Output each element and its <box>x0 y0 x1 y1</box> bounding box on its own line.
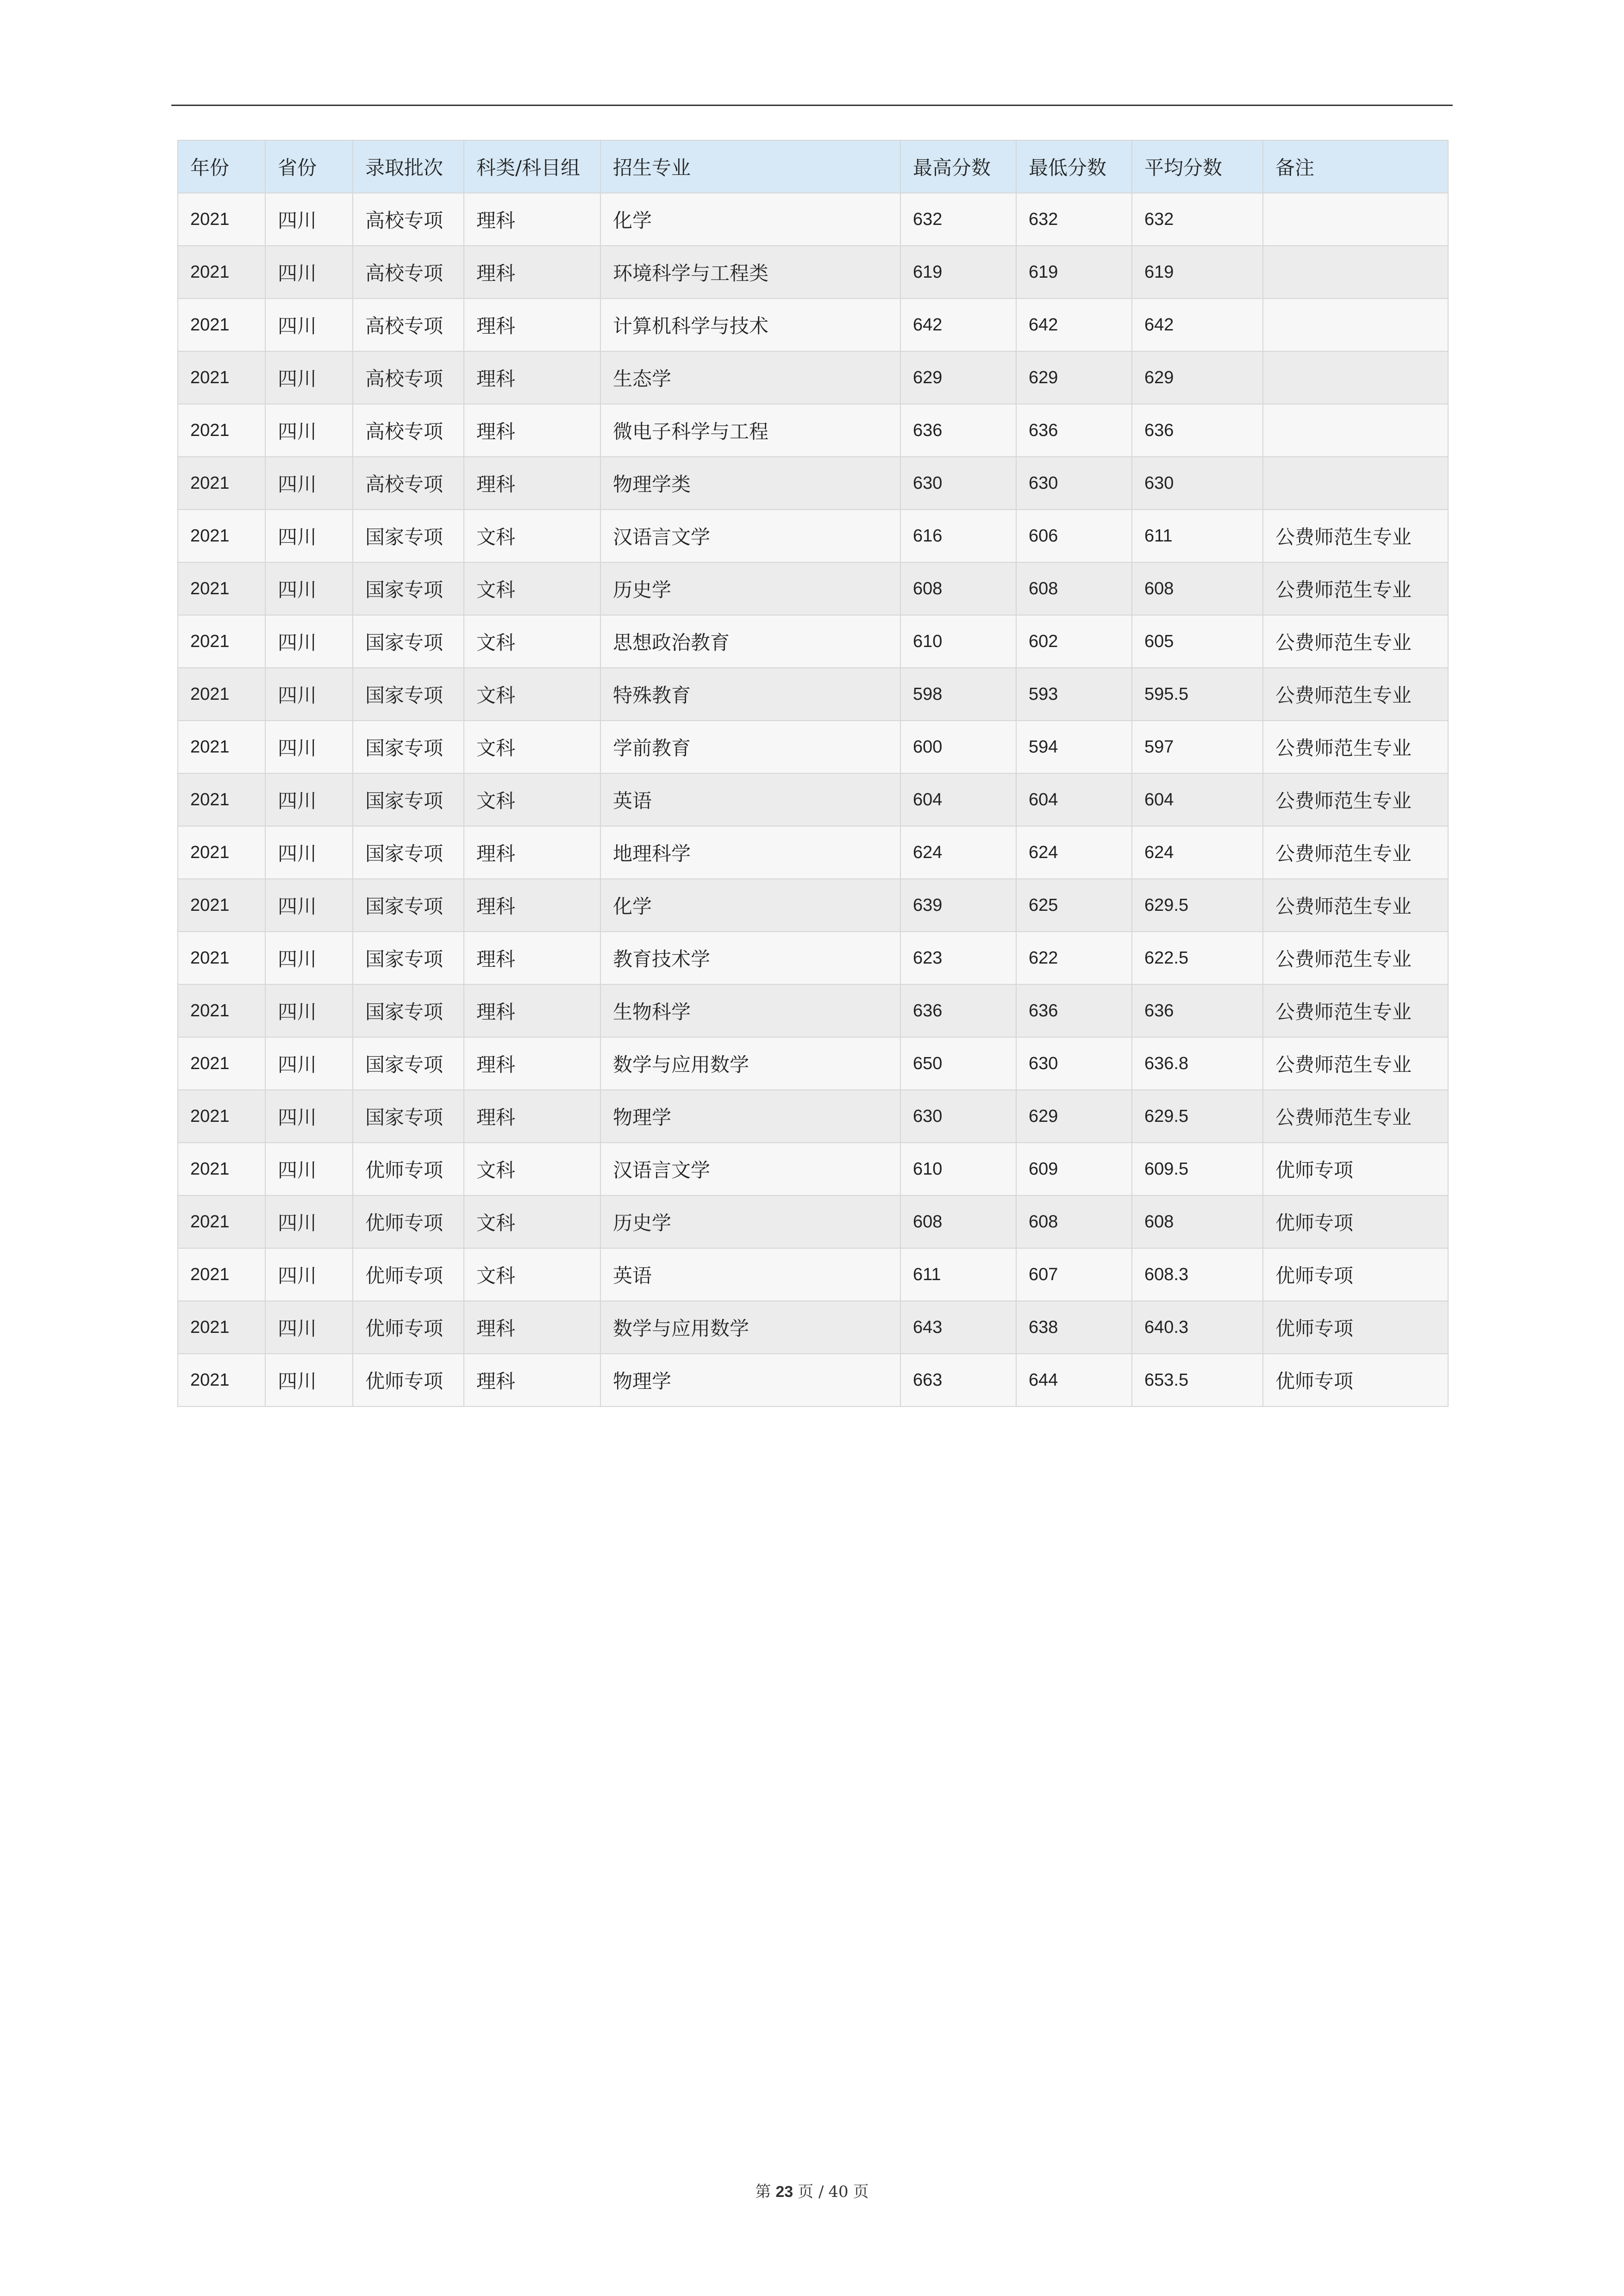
header-province: 省份 <box>265 140 353 193</box>
cell-batch: 国家专项 <box>353 984 464 1037</box>
cell-min-score: 630 <box>1016 457 1132 510</box>
current-page-number: 23 <box>775 2183 793 2201</box>
cell-year: 2021 <box>178 404 265 457</box>
cell-avg-score: 636 <box>1132 984 1263 1037</box>
cell-avg-score: 624 <box>1132 826 1263 879</box>
cell-batch: 优师专项 <box>353 1248 464 1301</box>
cell-subject-group: 文科 <box>464 668 600 721</box>
cell-avg-score: 653.5 <box>1132 1354 1263 1406</box>
cell-min-score: 629 <box>1016 1090 1132 1143</box>
cell-province: 四川 <box>265 299 353 351</box>
cell-major: 物理学 <box>600 1090 900 1143</box>
cell-max-score: 636 <box>900 404 1016 457</box>
cell-major: 历史学 <box>600 1195 900 1248</box>
cell-remarks <box>1263 404 1448 457</box>
cell-min-score: 602 <box>1016 615 1132 668</box>
header-avg-score: 平均分数 <box>1132 140 1263 193</box>
cell-province: 四川 <box>265 932 353 984</box>
cell-subject-group: 文科 <box>464 510 600 562</box>
cell-max-score: 623 <box>900 932 1016 984</box>
cell-min-score: 608 <box>1016 562 1132 615</box>
cell-major: 特殊教育 <box>600 668 900 721</box>
cell-province: 四川 <box>265 1354 353 1406</box>
cell-batch: 国家专项 <box>353 1090 464 1143</box>
cell-batch: 国家专项 <box>353 826 464 879</box>
cell-min-score: 636 <box>1016 404 1132 457</box>
page-footer <box>0 2179 1624 2202</box>
cell-remarks <box>1263 193 1448 246</box>
cell-max-score: 610 <box>900 1143 1016 1195</box>
cell-major: 化学 <box>600 193 900 246</box>
cell-major: 历史学 <box>600 562 900 615</box>
header-rule <box>171 105 1453 106</box>
cell-min-score: 636 <box>1016 984 1132 1037</box>
table-row <box>178 932 1448 984</box>
footer-suffix: 页 <box>853 2183 869 2201</box>
cell-max-score: 650 <box>900 1037 1016 1090</box>
cell-max-score: 630 <box>900 1090 1016 1143</box>
cell-subject-group: 文科 <box>464 721 600 773</box>
cell-remarks: 公费师范生专业 <box>1263 721 1448 773</box>
cell-year: 2021 <box>178 826 265 879</box>
cell-max-score: 629 <box>900 351 1016 404</box>
header-max-score: 最高分数 <box>900 140 1016 193</box>
cell-avg-score: 630 <box>1132 457 1263 510</box>
cell-batch: 高校专项 <box>353 246 464 299</box>
cell-province: 四川 <box>265 1301 353 1354</box>
cell-subject-group: 理科 <box>464 984 600 1037</box>
cell-year: 2021 <box>178 1037 265 1090</box>
cell-subject-group: 文科 <box>464 615 600 668</box>
cell-year: 2021 <box>178 193 265 246</box>
cell-province: 四川 <box>265 984 353 1037</box>
cell-avg-score: 619 <box>1132 246 1263 299</box>
cell-min-score: 632 <box>1016 193 1132 246</box>
cell-remarks <box>1263 457 1448 510</box>
cell-max-score: 608 <box>900 562 1016 615</box>
cell-min-score: 593 <box>1016 668 1132 721</box>
cell-min-score: 625 <box>1016 879 1132 932</box>
header-remarks: 备注 <box>1263 140 1448 193</box>
cell-avg-score: 629.5 <box>1132 1090 1263 1143</box>
cell-batch: 高校专项 <box>353 299 464 351</box>
cell-major: 数学与应用数学 <box>600 1301 900 1354</box>
cell-avg-score: 629.5 <box>1132 879 1263 932</box>
table-header-row <box>178 140 1448 193</box>
cell-batch: 国家专项 <box>353 773 464 826</box>
total-page-number: 40 <box>828 2183 849 2201</box>
cell-subject-group: 理科 <box>464 879 600 932</box>
cell-max-score: 611 <box>900 1248 1016 1301</box>
cell-max-score: 600 <box>900 721 1016 773</box>
cell-max-score: 643 <box>900 1301 1016 1354</box>
cell-max-score: 636 <box>900 984 1016 1037</box>
cell-min-score: 619 <box>1016 246 1132 299</box>
cell-avg-score: 609.5 <box>1132 1143 1263 1195</box>
cell-province: 四川 <box>265 1143 353 1195</box>
cell-province: 四川 <box>265 826 353 879</box>
cell-min-score: 604 <box>1016 773 1132 826</box>
cell-avg-score: 611 <box>1132 510 1263 562</box>
table-row <box>178 562 1448 615</box>
cell-province: 四川 <box>265 773 353 826</box>
cell-subject-group: 理科 <box>464 1354 600 1406</box>
cell-province: 四川 <box>265 404 353 457</box>
table-row <box>178 615 1448 668</box>
cell-max-score: 630 <box>900 457 1016 510</box>
table-row <box>178 721 1448 773</box>
cell-batch: 国家专项 <box>353 668 464 721</box>
cell-avg-score: 608 <box>1132 1195 1263 1248</box>
cell-remarks: 优师专项 <box>1263 1354 1448 1406</box>
cell-batch: 国家专项 <box>353 879 464 932</box>
cell-major: 物理学类 <box>600 457 900 510</box>
cell-max-score: 619 <box>900 246 1016 299</box>
cell-max-score: 610 <box>900 615 1016 668</box>
cell-min-score: 629 <box>1016 351 1132 404</box>
cell-year: 2021 <box>178 299 265 351</box>
cell-batch: 高校专项 <box>353 404 464 457</box>
cell-year: 2021 <box>178 721 265 773</box>
cell-min-score: 630 <box>1016 1037 1132 1090</box>
cell-subject-group: 理科 <box>464 246 600 299</box>
header-min-score: 最低分数 <box>1016 140 1132 193</box>
cell-province: 四川 <box>265 879 353 932</box>
cell-batch: 优师专项 <box>353 1301 464 1354</box>
table-row <box>178 773 1448 826</box>
cell-max-score: 608 <box>900 1195 1016 1248</box>
cell-batch: 优师专项 <box>353 1143 464 1195</box>
table-row <box>178 1037 1448 1090</box>
cell-year: 2021 <box>178 1143 265 1195</box>
cell-province: 四川 <box>265 510 353 562</box>
cell-max-score: 632 <box>900 193 1016 246</box>
cell-min-score: 606 <box>1016 510 1132 562</box>
cell-subject-group: 理科 <box>464 1090 600 1143</box>
cell-remarks: 优师专项 <box>1263 1143 1448 1195</box>
header-major: 招生专业 <box>600 140 900 193</box>
cell-subject-group: 理科 <box>464 1037 600 1090</box>
cell-batch: 优师专项 <box>353 1195 464 1248</box>
cell-subject-group: 理科 <box>464 1301 600 1354</box>
cell-avg-score: 597 <box>1132 721 1263 773</box>
cell-year: 2021 <box>178 879 265 932</box>
cell-province: 四川 <box>265 562 353 615</box>
table-row <box>178 1301 1448 1354</box>
admission-scores-table <box>177 140 1449 1407</box>
cell-min-score: 642 <box>1016 299 1132 351</box>
cell-major: 数学与应用数学 <box>600 1037 900 1090</box>
cell-province: 四川 <box>265 668 353 721</box>
cell-min-score: 644 <box>1016 1354 1132 1406</box>
table-row <box>178 351 1448 404</box>
table-row <box>178 1354 1448 1406</box>
cell-remarks: 公费师范生专业 <box>1263 879 1448 932</box>
cell-year: 2021 <box>178 668 265 721</box>
cell-remarks: 公费师范生专业 <box>1263 932 1448 984</box>
cell-major: 生物科学 <box>600 984 900 1037</box>
cell-subject-group: 理科 <box>464 299 600 351</box>
cell-remarks <box>1263 299 1448 351</box>
cell-batch: 国家专项 <box>353 510 464 562</box>
cell-avg-score: 629 <box>1132 351 1263 404</box>
cell-min-score: 608 <box>1016 1195 1132 1248</box>
cell-batch: 国家专项 <box>353 932 464 984</box>
cell-remarks: 优师专项 <box>1263 1301 1448 1354</box>
cell-avg-score: 636 <box>1132 404 1263 457</box>
cell-max-score: 663 <box>900 1354 1016 1406</box>
cell-max-score: 624 <box>900 826 1016 879</box>
cell-province: 四川 <box>265 1037 353 1090</box>
admission-scores-table-container <box>177 140 1448 1407</box>
cell-major: 思想政治教育 <box>600 615 900 668</box>
cell-min-score: 607 <box>1016 1248 1132 1301</box>
cell-province: 四川 <box>265 246 353 299</box>
table-row <box>178 1195 1448 1248</box>
header-batch: 录取批次 <box>353 140 464 193</box>
cell-remarks: 公费师范生专业 <box>1263 826 1448 879</box>
cell-subject-group: 理科 <box>464 932 600 984</box>
cell-remarks: 公费师范生专业 <box>1263 1090 1448 1143</box>
header-subject-group: 科类/科目组 <box>464 140 600 193</box>
cell-major: 化学 <box>600 879 900 932</box>
cell-major: 地理科学 <box>600 826 900 879</box>
cell-province: 四川 <box>265 1248 353 1301</box>
cell-year: 2021 <box>178 562 265 615</box>
cell-province: 四川 <box>265 1090 353 1143</box>
cell-batch: 高校专项 <box>353 351 464 404</box>
table-row <box>178 1143 1448 1195</box>
cell-avg-score: 642 <box>1132 299 1263 351</box>
cell-remarks: 优师专项 <box>1263 1195 1448 1248</box>
cell-major: 计算机科学与技术 <box>600 299 900 351</box>
cell-avg-score: 604 <box>1132 773 1263 826</box>
cell-province: 四川 <box>265 721 353 773</box>
cell-major: 教育技术学 <box>600 932 900 984</box>
cell-avg-score: 622.5 <box>1132 932 1263 984</box>
cell-major: 汉语言文学 <box>600 510 900 562</box>
cell-year: 2021 <box>178 1301 265 1354</box>
cell-min-score: 638 <box>1016 1301 1132 1354</box>
cell-major: 微电子科学与工程 <box>600 404 900 457</box>
cell-remarks: 公费师范生专业 <box>1263 510 1448 562</box>
table-row <box>178 879 1448 932</box>
table-row <box>178 457 1448 510</box>
cell-remarks <box>1263 246 1448 299</box>
cell-major: 学前教育 <box>600 721 900 773</box>
cell-subject-group: 文科 <box>464 1143 600 1195</box>
cell-min-score: 622 <box>1016 932 1132 984</box>
table-row <box>178 1090 1448 1143</box>
cell-batch: 国家专项 <box>353 721 464 773</box>
cell-year: 2021 <box>178 984 265 1037</box>
cell-subject-group: 文科 <box>464 1195 600 1248</box>
cell-year: 2021 <box>178 1248 265 1301</box>
cell-avg-score: 605 <box>1132 615 1263 668</box>
cell-min-score: 624 <box>1016 826 1132 879</box>
cell-year: 2021 <box>178 457 265 510</box>
cell-major: 英语 <box>600 1248 900 1301</box>
cell-batch: 国家专项 <box>353 615 464 668</box>
cell-subject-group: 理科 <box>464 826 600 879</box>
cell-batch: 国家专项 <box>353 1037 464 1090</box>
cell-remarks: 公费师范生专业 <box>1263 615 1448 668</box>
cell-remarks: 公费师范生专业 <box>1263 562 1448 615</box>
table-row <box>178 193 1448 246</box>
table-row <box>178 984 1448 1037</box>
cell-year: 2021 <box>178 1354 265 1406</box>
cell-subject-group: 理科 <box>464 351 600 404</box>
cell-year: 2021 <box>178 932 265 984</box>
table-row <box>178 299 1448 351</box>
cell-year: 2021 <box>178 615 265 668</box>
cell-max-score: 642 <box>900 299 1016 351</box>
cell-year: 2021 <box>178 773 265 826</box>
table-row <box>178 668 1448 721</box>
cell-subject-group: 文科 <box>464 562 600 615</box>
cell-subject-group: 文科 <box>464 773 600 826</box>
cell-max-score: 604 <box>900 773 1016 826</box>
cell-batch: 高校专项 <box>353 457 464 510</box>
cell-batch: 优师专项 <box>353 1354 464 1406</box>
footer-prefix: 第 <box>755 2183 771 2201</box>
cell-province: 四川 <box>265 457 353 510</box>
cell-year: 2021 <box>178 351 265 404</box>
table-body <box>178 193 1448 1406</box>
cell-remarks: 公费师范生专业 <box>1263 1037 1448 1090</box>
table-row <box>178 404 1448 457</box>
cell-major: 生态学 <box>600 351 900 404</box>
cell-major: 环境科学与工程类 <box>600 246 900 299</box>
header-year: 年份 <box>178 140 265 193</box>
cell-year: 2021 <box>178 1195 265 1248</box>
cell-avg-score: 608.3 <box>1132 1248 1263 1301</box>
cell-avg-score: 640.3 <box>1132 1301 1263 1354</box>
cell-province: 四川 <box>265 615 353 668</box>
table-row <box>178 246 1448 299</box>
cell-province: 四川 <box>265 1195 353 1248</box>
cell-year: 2021 <box>178 510 265 562</box>
cell-min-score: 594 <box>1016 721 1132 773</box>
cell-min-score: 609 <box>1016 1143 1132 1195</box>
table-row <box>178 1248 1448 1301</box>
cell-max-score: 598 <box>900 668 1016 721</box>
cell-subject-group: 理科 <box>464 404 600 457</box>
cell-avg-score: 595.5 <box>1132 668 1263 721</box>
cell-remarks: 公费师范生专业 <box>1263 773 1448 826</box>
footer-middle: 页 / <box>798 2183 824 2201</box>
cell-remarks: 优师专项 <box>1263 1248 1448 1301</box>
cell-province: 四川 <box>265 351 353 404</box>
cell-avg-score: 632 <box>1132 193 1263 246</box>
cell-major: 英语 <box>600 773 900 826</box>
table-row <box>178 510 1448 562</box>
cell-province: 四川 <box>265 193 353 246</box>
cell-subject-group: 文科 <box>464 1248 600 1301</box>
cell-max-score: 639 <box>900 879 1016 932</box>
cell-year: 2021 <box>178 246 265 299</box>
cell-avg-score: 636.8 <box>1132 1037 1263 1090</box>
cell-subject-group: 理科 <box>464 457 600 510</box>
cell-remarks <box>1263 351 1448 404</box>
cell-year: 2021 <box>178 1090 265 1143</box>
cell-batch: 国家专项 <box>353 562 464 615</box>
cell-max-score: 616 <box>900 510 1016 562</box>
cell-avg-score: 608 <box>1132 562 1263 615</box>
cell-major: 物理学 <box>600 1354 900 1406</box>
cell-major: 汉语言文学 <box>600 1143 900 1195</box>
cell-remarks: 公费师范生专业 <box>1263 984 1448 1037</box>
table-row <box>178 826 1448 879</box>
cell-subject-group: 理科 <box>464 193 600 246</box>
cell-remarks: 公费师范生专业 <box>1263 668 1448 721</box>
cell-batch: 高校专项 <box>353 193 464 246</box>
